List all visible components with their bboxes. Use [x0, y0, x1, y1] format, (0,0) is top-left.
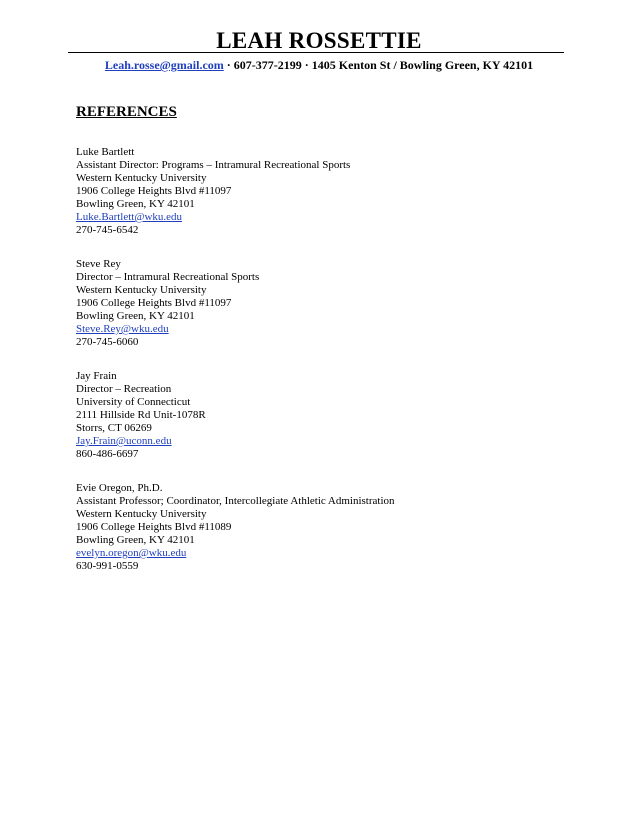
reference-city: Bowling Green, KY 42101: [76, 310, 195, 322]
reference-organization: Western Kentucky University: [76, 172, 207, 184]
contact-email-link[interactable]: Leah.rosse@gmail.com: [104, 58, 224, 72]
reference-email-link[interactable]: Jay.Frain@uconn.edu: [76, 435, 172, 447]
reference-organization: Western Kentucky University: [76, 284, 207, 296]
reference-phone: 860-486-6697: [76, 448, 139, 460]
reference-title: Assistant Director: Programs – Intramural Recreational Sports: [76, 159, 351, 171]
reference-entry: [76, 370, 596, 461]
references-list: [76, 146, 596, 594]
reference-name: Evie Oregon, Ph.D.: [76, 482, 163, 494]
reference-email-link[interactable]: Steve.Rey@wku.edu: [76, 323, 169, 335]
reference-email-link[interactable]: evelyn.oregon@wku.edu: [76, 547, 187, 559]
reference-phone: 270-745-6060: [76, 336, 139, 348]
reference-name: Steve Rey: [76, 258, 121, 270]
reference-organization: University of Connecticut: [76, 396, 191, 408]
reference-title: Director – Intramural Recreational Sports: [76, 271, 260, 283]
contact-line: [0, 57, 638, 73]
reference-email-link[interactable]: Luke.Bartlett@wku.edu: [76, 211, 183, 223]
reference-address: 1906 College Heights Blvd #11097: [76, 185, 232, 197]
reference-phone: 630-991-0559: [76, 560, 139, 572]
reference-organization: Western Kentucky University: [76, 508, 207, 520]
reference-address: 1906 College Heights Blvd #11097: [76, 297, 232, 309]
reference-address: 2111 Hillside Rd Unit-1078R: [76, 409, 206, 421]
contact-details: · 607-377-2199 · 1405 Kenton St / Bowling Green, KY 42101: [223, 58, 534, 72]
reference-city: Bowling Green, KY 42101: [76, 534, 195, 546]
reference-name: Jay Frain: [76, 370, 117, 382]
reference-city: Bowling Green, KY 42101: [76, 198, 195, 210]
reference-city: Storrs, CT 06269: [76, 422, 152, 434]
reference-entry: [76, 482, 596, 573]
reference-entry: [76, 146, 596, 237]
applicant-name: LEAH ROSSETTIE: [216, 28, 422, 53]
reference-address: 1906 College Heights Blvd #11089: [76, 521, 232, 533]
reference-phone: 270-745-6542: [76, 224, 139, 236]
section-heading: REFERENCES: [76, 104, 177, 120]
reference-title: Assistant Professor; Coordinator, Intercollegiate Athletic Administration: [76, 495, 395, 507]
reference-name: Luke Bartlett: [76, 146, 135, 158]
reference-title: Director – Recreation: [76, 383, 172, 395]
reference-entry: [76, 258, 596, 349]
header-rule: [68, 52, 564, 53]
